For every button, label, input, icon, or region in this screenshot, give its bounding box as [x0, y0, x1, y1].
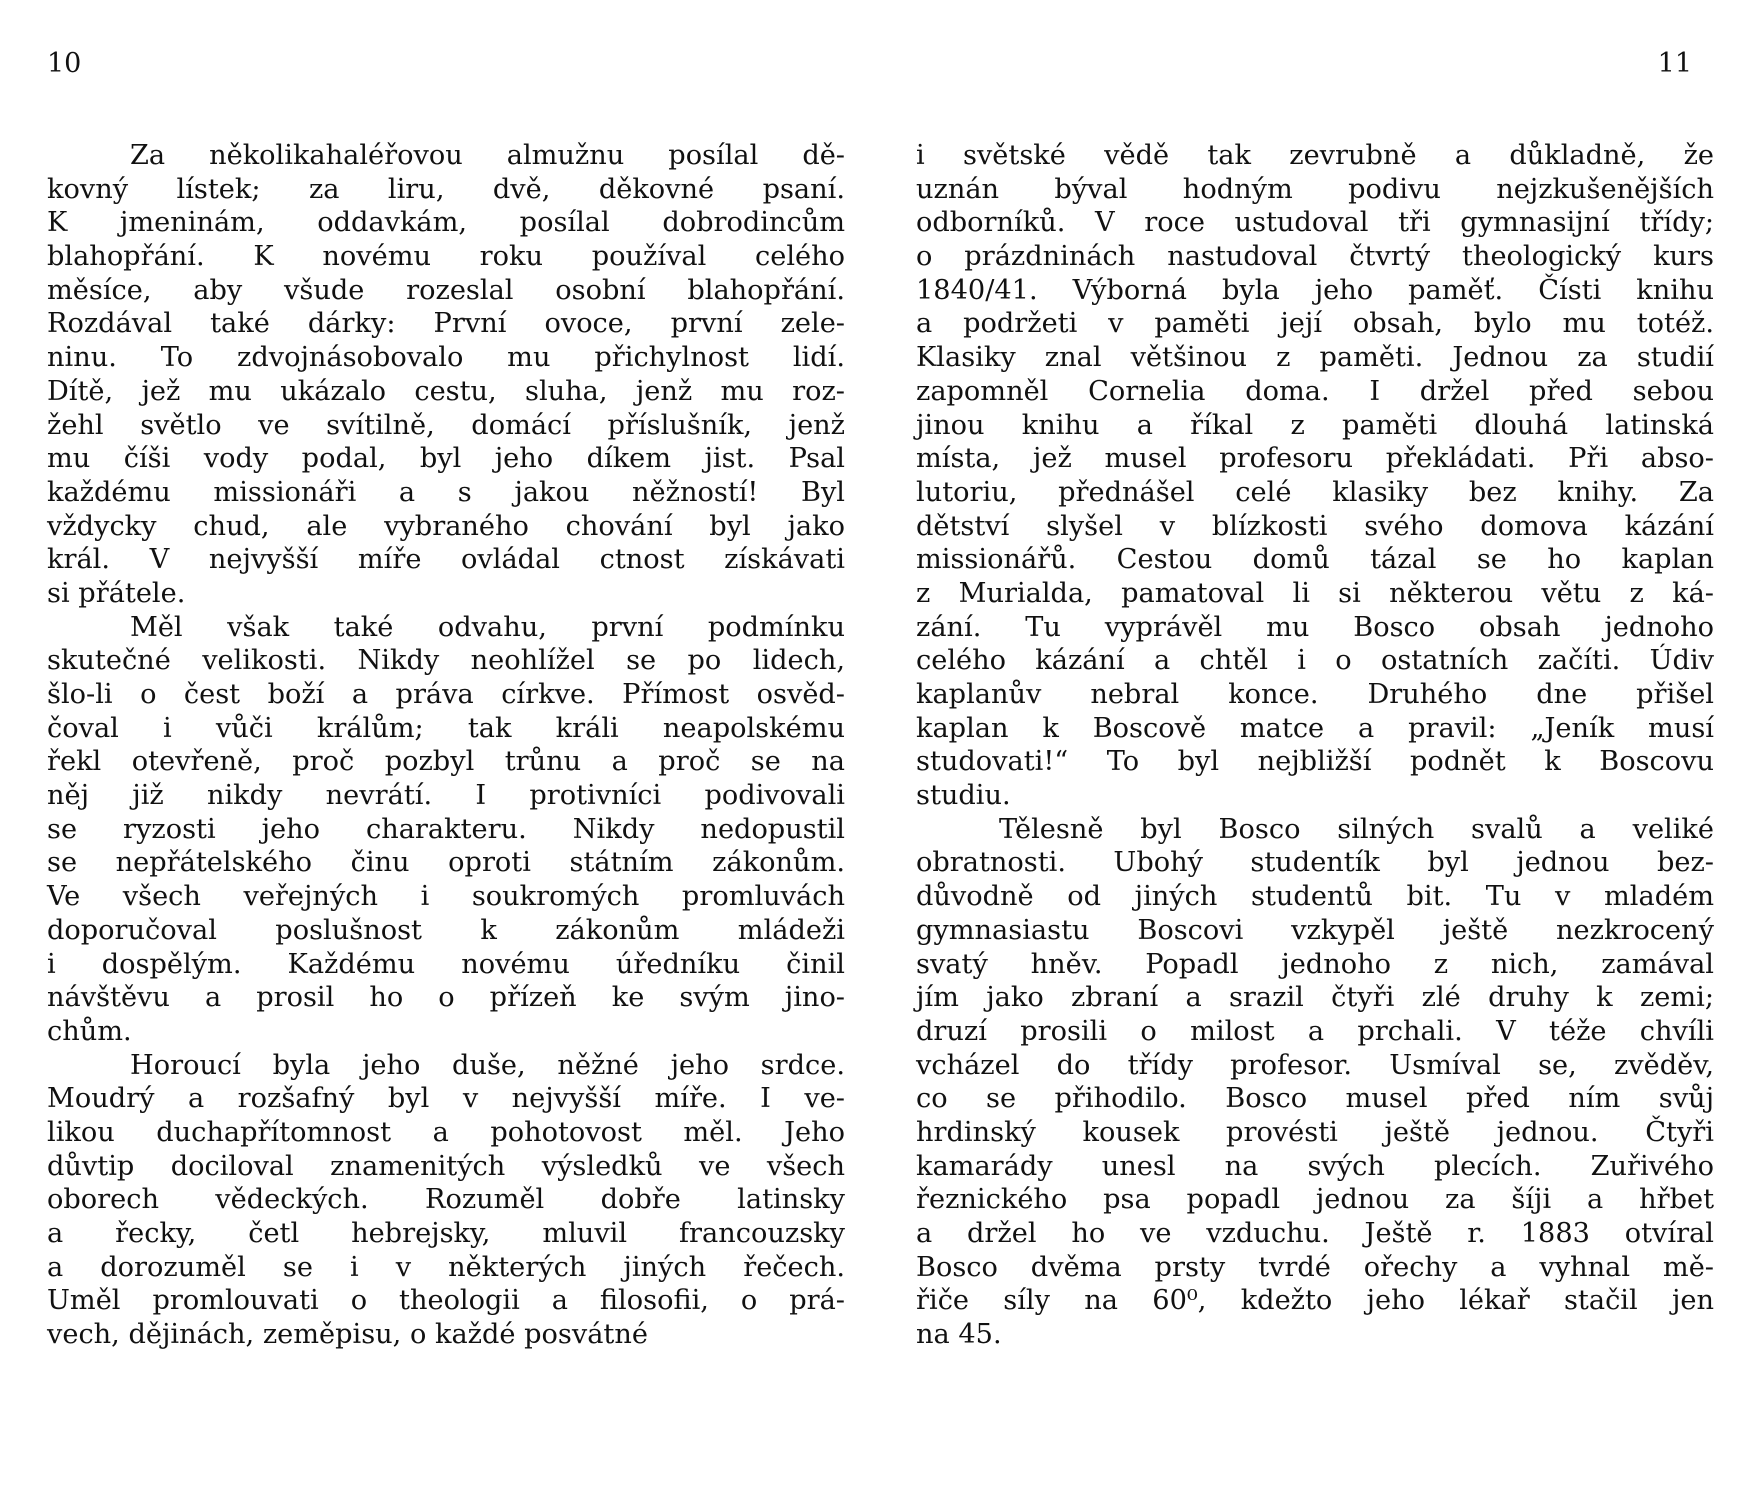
- text-line: a řecky, četl hebrejsky, mluvil francouzsky: [47, 1218, 845, 1249]
- text-line: Moudrý a rozšafný byl v nejvyšší míře. I ve-: [47, 1083, 845, 1115]
- text-line: žehl světlo ve svítilně, domácí příslušník, jenž: [47, 409, 845, 441]
- text-line: skutečné velikosti. Nikdy neohlížel se po lidech,: [47, 645, 845, 677]
- text-line: řiče síly na 60⁰, kdežto jeho lékař stačil jen: [916, 1285, 1714, 1317]
- text-line: řekl otevřeně, proč pozbyl trůnu a proč se na: [47, 746, 845, 778]
- text-line: kaplanův nebral konce. Druhého dne přišel: [916, 679, 1714, 710]
- text-line: 1840/41. Výborná byla jeho paměť. Čísti knihu: [916, 274, 1714, 306]
- text-line: se nepřátelského činu oproti státním zákonům.: [47, 847, 845, 879]
- text-line: studiu.: [916, 780, 1011, 812]
- text-line: jím jako zbraní a srazil čtyři zlé druhy k zemi;: [916, 982, 1714, 1014]
- text-line: Za několikahaléřovou almužnu posílal dě-: [130, 140, 845, 171]
- text-line: chům.: [47, 1015, 132, 1047]
- text-line: Horoucí byla jeho duše, něžné jeho srdce.: [130, 1049, 845, 1081]
- text-line: Dítě, jež mu ukázalo cestu, sluha, jenž mu roz-: [47, 375, 845, 407]
- text-line: druzí prosili o milost a prchali. V téže chvíli: [916, 1015, 1714, 1047]
- text-line: Rozdával také dárky: První ovoce, první zele-: [47, 308, 845, 340]
- text-line: čoval i vůči králům; tak králi neapolskému: [47, 712, 845, 744]
- text-line: uznán býval hodným podivu nejzkušenějších: [916, 173, 1714, 205]
- text-line: Tělesně byl Bosco silných svalů a veliké: [999, 813, 1714, 845]
- text-line: Klasiky znal většinou z paměti. Jednou za studií: [916, 342, 1714, 374]
- text-line: obratnosti. Ubohý studentík byl jednou bez-: [916, 847, 1714, 879]
- text-line: i světské vědě tak zevrubně a důkladně, že: [916, 140, 1714, 171]
- text-line: vždycky chud, ale vybraného chování byl jako: [47, 510, 845, 542]
- text-line: missionářů. Cestou domů tázal se ho kaplan: [916, 544, 1714, 576]
- text-line: likou duchapřítomnost a pohotovost měl. Jeho: [47, 1116, 845, 1148]
- text-line: lutoriu, přednášel celé klasiky bez knihy. Za: [916, 476, 1714, 508]
- text-line: mu číši vody podal, byl jeho díkem jist. Psal: [47, 443, 845, 475]
- text-line: K jmeninám, oddavkám, posílal dobrodincům: [47, 207, 845, 239]
- text-line: kamarády unesl na svých plecích. Zuřivého: [916, 1150, 1714, 1182]
- text-line: na 45.: [916, 1319, 1002, 1351]
- text-line: i dospělým. Každému novému úředníku činil: [47, 948, 845, 980]
- text-line: a dorozuměl se i v některých jiných řečech.: [47, 1251, 845, 1283]
- text-line: blahopřání. K novému roku používal celého: [47, 241, 845, 273]
- text-line: návštěvu a prosil ho o přízeň ke svým jino-: [47, 982, 845, 1014]
- text-line: co se přihodilo. Bosco musel před ním svůj: [916, 1083, 1714, 1115]
- text-line: Měl však také odvahu, první podmínku: [130, 611, 845, 643]
- text-line: dětství slyšel v blízkosti svého domova kázání: [916, 510, 1714, 542]
- text-line: vcházel do třídy profesor. Usmíval se, zvěděv,: [916, 1049, 1714, 1081]
- text-line: oborech vědeckých. Rozuměl dobře latinsky: [47, 1184, 845, 1216]
- text-line: z Murialda, pamatoval li si některou větu z ká-: [916, 577, 1714, 609]
- text-line: Bosco dvěma prsty tvrdé ořechy a vyhnal mě-: [916, 1251, 1714, 1283]
- text-line: odborníků. V roce ustudoval tři gymnasijní třídy;: [916, 207, 1714, 239]
- page-text: [47, 139, 845, 1352]
- text-line: svatý hněv. Popadl jednoho z nich, zamával: [916, 948, 1714, 980]
- text-line: doporučoval poslušnost k zákonům mládeži: [47, 914, 845, 946]
- page-number: 10: [47, 48, 82, 79]
- text-line: hrdinský kousek provésti ještě jednou. Čtyři: [916, 1116, 1714, 1148]
- text-line: studovati!“ To byl nejbližší podnět k Boscovu: [916, 746, 1714, 778]
- text-line: důvodně od jiných studentů bit. Tu v mladém: [916, 881, 1714, 913]
- text-line: Ve všech veřejných i soukromých promluvách: [47, 881, 845, 913]
- text-line: jinou knihu a říkal z paměti dlouhá latinská: [916, 409, 1714, 441]
- right-page: [873, 0, 1746, 1500]
- page-number: 11: [1657, 48, 1692, 79]
- text-line: gymnasiastu Boscovi vzkypěl ještě nezkrocený: [916, 914, 1714, 946]
- text-line: místa, jež musel profesoru překládati. Při abso-: [916, 443, 1714, 475]
- text-line: důvtip dociloval znamenitých výsledků ve všech: [47, 1150, 845, 1182]
- text-line: každému missionáři a s jakou něžností! Byl: [47, 476, 845, 508]
- text-line: si přátele.: [47, 577, 186, 609]
- text-line: a držel ho ve vzduchu. Ještě r. 1883 otvíral: [916, 1218, 1714, 1249]
- page-text: [916, 139, 1714, 1352]
- text-line: vech, dějinách, zeměpisu, o každé posvátné: [47, 1319, 648, 1351]
- text-line: něj již nikdy nevrátí. I protivníci podivovali: [47, 780, 845, 812]
- text-line: Uměl promlouvati o theologii a filosofii, o prá-: [47, 1285, 845, 1317]
- text-line: zapomněl Cornelia doma. I držel před sebou: [916, 375, 1714, 407]
- text-line: celého kázání a chtěl i o ostatních začíti. Údiv: [916, 645, 1714, 677]
- text-line: měsíce, aby všude rozeslal osobní blahopřání.: [47, 274, 845, 306]
- text-line: kovný lístek; za liru, dvě, děkovné psaní.: [47, 173, 845, 205]
- text-line: zání. Tu vyprávěl mu Bosco obsah jednoho: [916, 611, 1714, 643]
- text-line: a podržeti v paměti její obsah, bylo mu totéž.: [916, 308, 1714, 340]
- text-line: o prázdninách nastudoval čtvrtý theologický kurs: [916, 241, 1714, 273]
- text-line: kaplan k Boscově matce a pravil: „Jeník musí: [916, 712, 1714, 744]
- text-line: se ryzosti jeho charakteru. Nikdy nedopustil: [47, 813, 845, 845]
- text-line: král. V nejvyšší míře ovládal ctnost získávati: [47, 544, 845, 576]
- text-line: šlo-li o čest boží a práva církve. Přímost osvěd-: [47, 679, 845, 710]
- text-line: ninu. To zdvojnásobovalo mu přichylnost lidí.: [47, 342, 845, 374]
- text-line: řeznického psa popadl jednou za šíji a hřbet: [916, 1184, 1714, 1216]
